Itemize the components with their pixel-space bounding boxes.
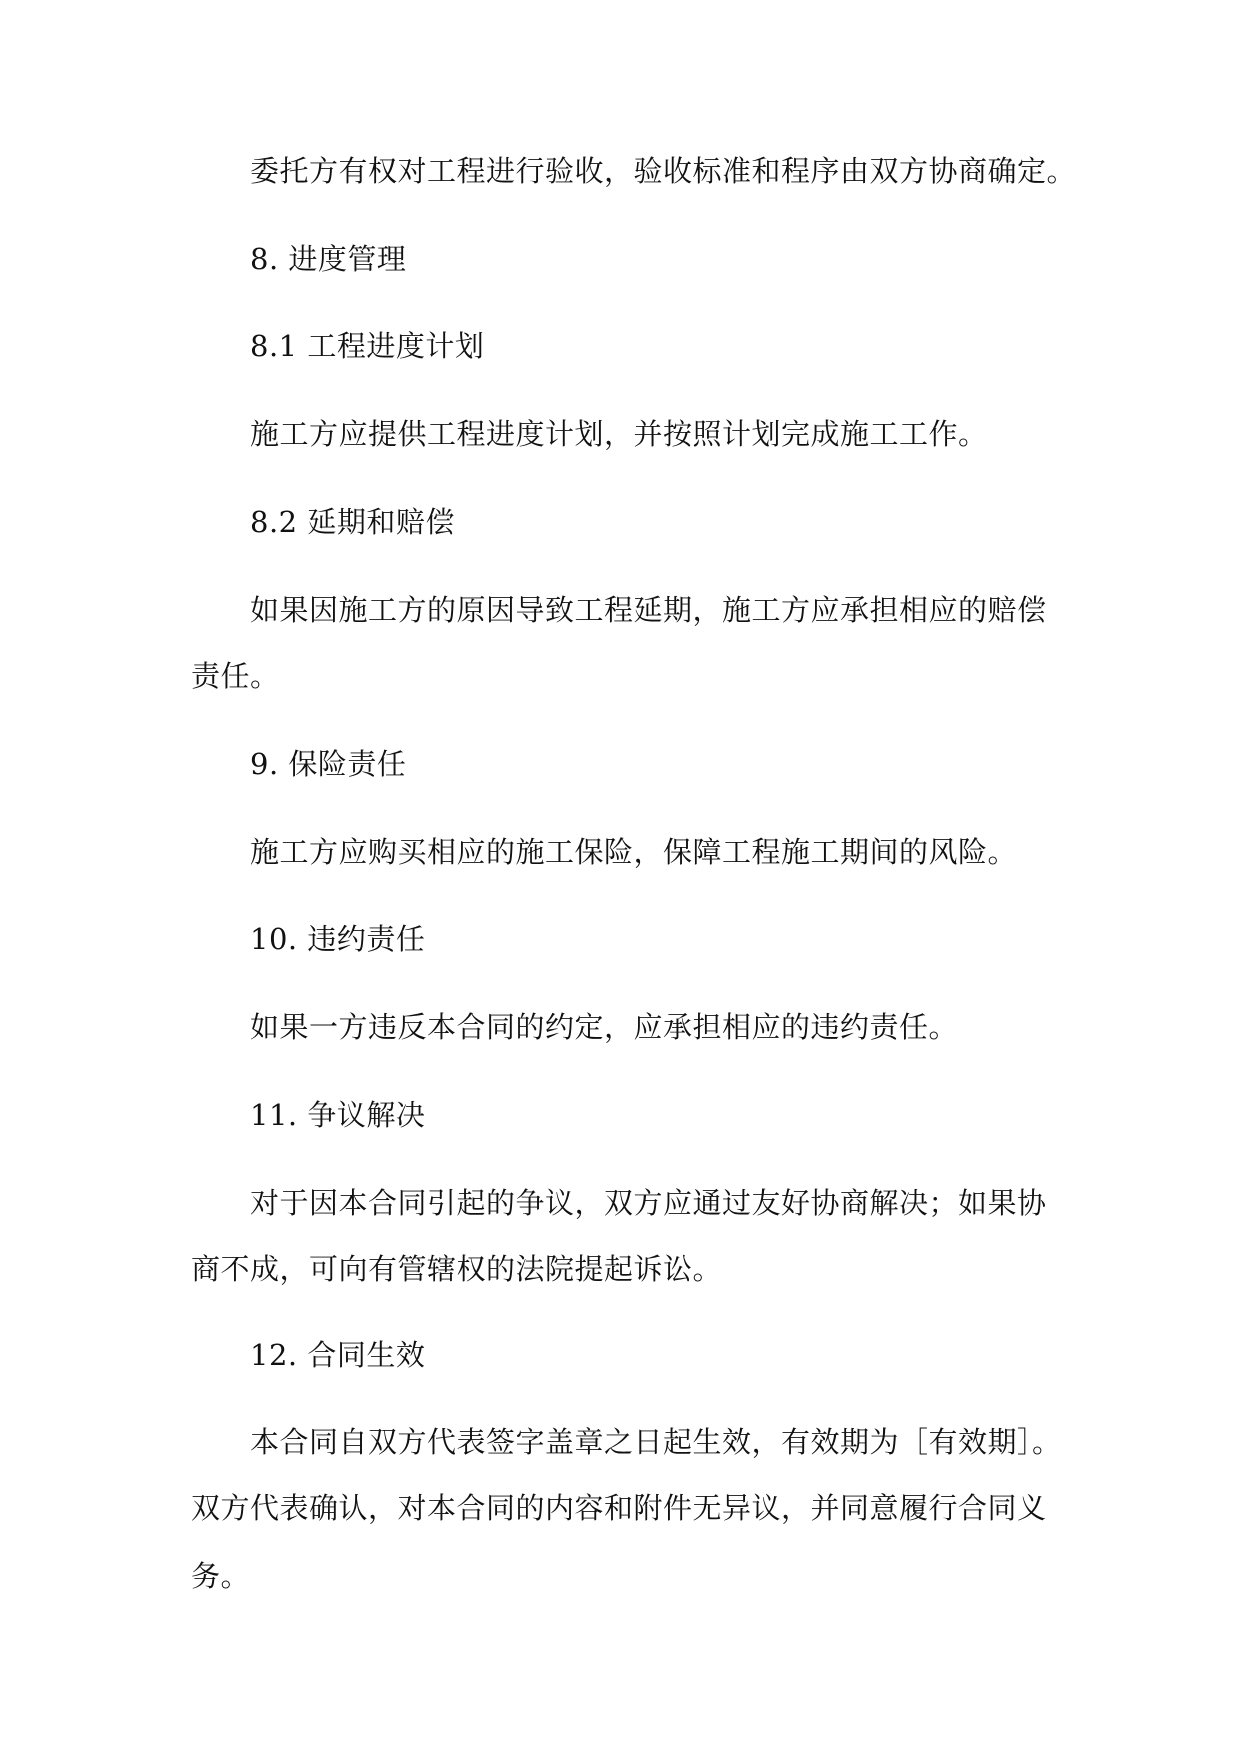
paragraph-insurance: 施工方应购买相应的施工保险，保障工程施工期间的风险。 bbox=[250, 835, 1018, 869]
paragraph-effectiveness-line-1: 本合同自双方代表签字盖章之日起生效，有效期为［有效期］。 bbox=[250, 1425, 1062, 1459]
heading-dispute: 11. 争议解决 bbox=[250, 1098, 426, 1132]
paragraph-breach: 如果一方违反本合同的约定，应承担相应的违约责任。 bbox=[250, 1010, 959, 1044]
heading-effectiveness: 12. 合同生效 bbox=[250, 1338, 426, 1372]
paragraph-acceptance: 委托方有权对工程进行验收，验收标准和程序由双方协商确定。 bbox=[250, 154, 1077, 188]
paragraph-effectiveness-line-3: 务。 bbox=[191, 1559, 251, 1593]
paragraph-delay-line-2: 责任。 bbox=[191, 659, 280, 693]
heading-breach: 10. 违约责任 bbox=[250, 922, 426, 956]
paragraph-dispute-line-1: 对于因本合同引起的争议，双方应通过友好协商解决；如果协 bbox=[250, 1186, 1047, 1220]
paragraph-effectiveness-line-2: 双方代表确认，对本合同的内容和附件无异议，并同意履行合同义 bbox=[191, 1491, 1047, 1525]
heading-delay-compensation: 8.2 延期和赔偿 bbox=[250, 505, 455, 539]
paragraph-schedule-plan: 施工方应提供工程进度计划，并按照计划完成施工工作。 bbox=[250, 417, 988, 451]
paragraph-dispute-line-2: 商不成，可向有管辖权的法院提起诉讼。 bbox=[191, 1252, 723, 1286]
heading-schedule-management: 8. 进度管理 bbox=[250, 242, 407, 276]
paragraph-delay-line-1: 如果因施工方的原因导致工程延期，施工方应承担相应的赔偿 bbox=[250, 593, 1047, 627]
heading-insurance: 9. 保险责任 bbox=[250, 747, 407, 781]
heading-schedule-plan: 8.1 工程进度计划 bbox=[250, 329, 485, 363]
